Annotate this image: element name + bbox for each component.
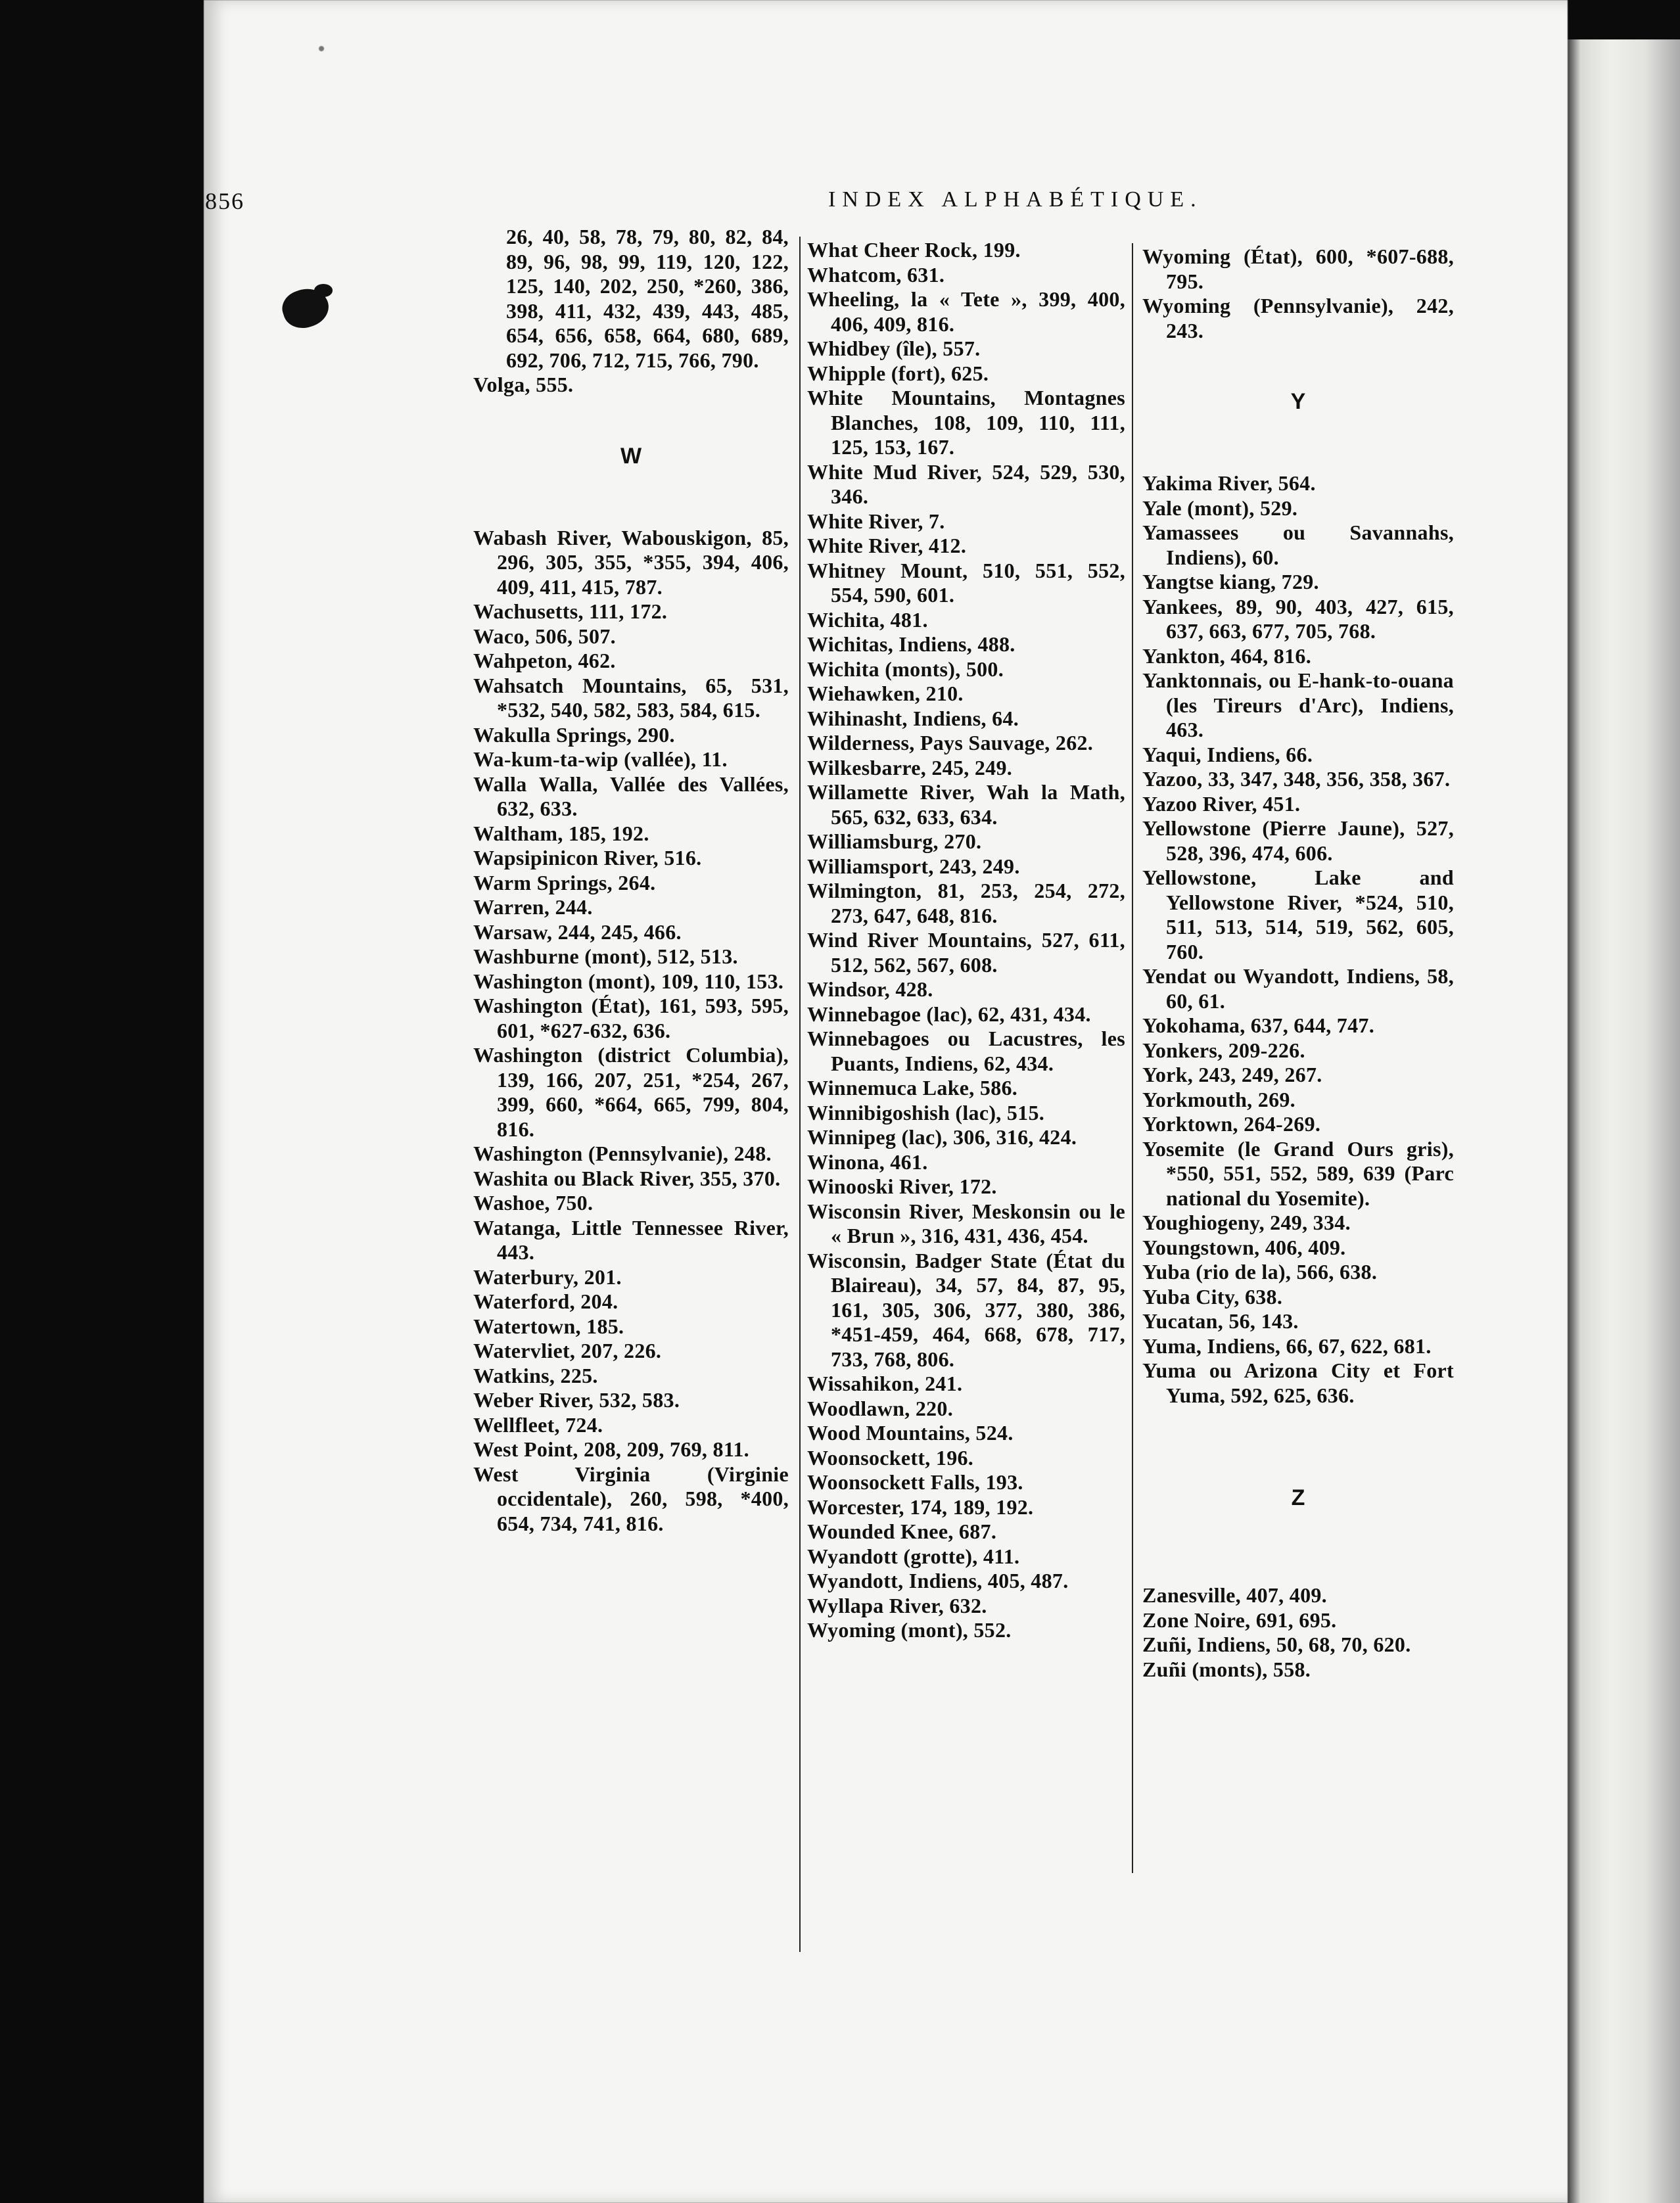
index-entry: Watervliet, 207, 226. <box>473 1339 662 1362</box>
index-entry: Wyoming (Pennsylvanie), 242, 243. <box>1142 294 1454 342</box>
index-entry: Wichitas, Indiens, 488. <box>807 632 1015 656</box>
index-entry: Wichita, 481. <box>807 607 928 632</box>
index-entry: Wapsipinicon River, 516. <box>473 846 702 870</box>
index-entry: Yorktown, 264-269. <box>1142 1112 1321 1136</box>
index-entry: Yuba City, 638. <box>1142 1284 1283 1309</box>
index-entry: Washington (mont), 109, 110, 153. <box>473 969 784 993</box>
index-entry: Winnibigoshish (lac), 515. <box>807 1100 1045 1125</box>
page-number: 856 <box>205 188 245 214</box>
index-entry: Wyandott (grotte), 411. <box>807 1544 1020 1568</box>
index-entry: Wahsatch Mountains, 65, 531, *532, 540, 582, 583, 584, 615. <box>473 673 789 722</box>
index-entry: Wood Mountains, 524. <box>807 1421 1014 1445</box>
index-entry: Wa-kum-ta-wip (vallée), 11. <box>473 747 728 771</box>
index-entry: Wheeling, la « Tete », 399, 400, 406, 409, 816. <box>807 287 1125 336</box>
index-entry: Walla Walla, Vallée des Vallées, 632, 633. <box>473 772 789 820</box>
index-entry: Yuma ou Arizona City et Fort Yuma, 592, 625, 636. <box>1142 1358 1454 1407</box>
index-entry: Washington (Pennsylvanie), 248. <box>473 1142 772 1165</box>
index-entry: Yellowstone (Pierre Jaune), 527, 528, 396, 474, 606. <box>1142 816 1454 865</box>
index-column-2 <box>807 238 1125 1643</box>
index-entry: Wyllapa River, 632. <box>807 1593 987 1617</box>
index-entry: Zuñi (monts), 558. <box>1142 1657 1311 1681</box>
index-entry: Wisconsin River, Meskonsin ou le « Brun », 316, 431, 436, 454. <box>807 1199 1125 1247</box>
index-entry: Wyandott, Indiens, 405, 487. <box>807 1569 1069 1592</box>
index-entry: Yaqui, Indiens, 66. <box>1142 742 1313 766</box>
index-entry: Williamsburg, 270. <box>807 829 982 853</box>
index-entry: Wichita (monts), 500. <box>807 657 1004 681</box>
index-entry: Yucatan, 56, 143. <box>1142 1309 1299 1333</box>
index-entry: Winnebagoe (lac), 62, 431, 434. <box>807 1002 1091 1026</box>
index-entry: Washita ou Black River, 355, 370. <box>473 1166 781 1190</box>
index-entry: Woonsockett, 196. <box>807 1445 974 1470</box>
index-entry: Yendat ou Wyandott, Indiens, 58, 60, 61. <box>1142 964 1454 1013</box>
index-entry: Washburne (mont), 512, 513. <box>473 944 738 968</box>
index-entry: Weber River, 532, 583. <box>473 1388 680 1412</box>
index-entry: Yokohama, 637, 644, 747. <box>1142 1013 1375 1037</box>
index-entry: Yonkers, 209-226. <box>1142 1038 1305 1062</box>
index-entry: Yuba (rio de la), 566, 638. <box>1142 1260 1378 1284</box>
index-entry: White River, 7. <box>807 509 945 533</box>
index-entry: Wilmington, 81, 253, 254, 272, 273, 647, 648, 816. <box>807 879 1125 927</box>
column-divider-2 <box>1132 243 1133 1873</box>
index-entry: Wahpeton, 462. <box>473 649 616 672</box>
index-entry: Watanga, Little Tennessee River, 443. <box>473 1215 789 1264</box>
index-entry: West Virginia (Virginie occidentale), 260, 598, *400, 654, 734, 741, 816. <box>473 1462 789 1535</box>
index-entry: Yangtse kiang, 729. <box>1142 570 1319 593</box>
index-entry: Wabash River, Wabouskigon, 85, 296, 305, 355, *355, 394, 406, 409, 411, 415, 787. <box>473 525 789 599</box>
index-entry: Whatcom, 631. <box>807 262 945 287</box>
index-entry: Wachusetts, 111, 172. <box>473 599 668 623</box>
index-entry: Yazoo, 33, 347, 348, 356, 358, 367. <box>1142 767 1451 791</box>
index-entry: White River, 412. <box>807 534 967 557</box>
index-column-1 <box>473 225 789 1536</box>
index-entry: Watertown, 185. <box>473 1314 624 1338</box>
index-entry: Windsor, 428. <box>807 977 933 1001</box>
index-entry: Williamsport, 243, 249. <box>807 854 1020 878</box>
index-entry: Wind River Mountains, 527, 611, 512, 562, 567, 608. <box>807 928 1125 977</box>
index-entry: Whipple (fort), 625. <box>807 361 989 385</box>
index-entry: Woodlawn, 220. <box>807 1396 954 1420</box>
speck <box>319 46 324 51</box>
index-entry: Winnemuca Lake, 586. <box>807 1076 1018 1100</box>
index-entry: Winnebagoes ou Lacustres, les Puants, Indiens, 62, 434. <box>807 1027 1125 1075</box>
index-entry: Winnipeg (lac), 306, 316, 424. <box>807 1125 1077 1149</box>
index-entry: Waltham, 185, 192. <box>473 821 649 845</box>
index-entry: Youghiogeny, 249, 334. <box>1142 1211 1351 1234</box>
index-entry: Wellfleet, 724. <box>473 1412 603 1437</box>
index-entry: Wounded Knee, 687. <box>807 1519 997 1543</box>
column-divider-1 <box>799 237 801 1952</box>
index-entry: Wyoming (mont), 552. <box>807 1618 1012 1642</box>
ink-blot-small <box>314 284 333 297</box>
index-entry: Waco, 506, 507. <box>473 624 616 648</box>
index-entry: Waterbury, 201. <box>473 1264 622 1289</box>
index-entry: Wilderness, Pays Sauvage, 262. <box>807 731 1094 754</box>
index-entry: Warsaw, 244, 245, 466. <box>473 919 682 944</box>
index-entry: Wissahikon, 241. <box>807 1372 963 1395</box>
index-entry: Winona, 461. <box>807 1149 928 1174</box>
index-entry: Yanktonnais, ou E-hank-to-ouana (les Tireurs d'Arc), Indiens, 463. <box>1142 668 1454 741</box>
index-entry: Yankees, 89, 90, 403, 427, 615, 637, 663, 677, 705, 768. <box>1142 594 1454 643</box>
index-entry: White Mountains, Montagnes Blanches, 108, 109, 110, 111, 125, 153, 167. <box>807 386 1125 459</box>
index-entry: Wisconsin, Badger State (État du Blaireau), 34, 57, 84, 87, 95, 161, 305, 306, 377, 380, 386, *451-459, 464, 668, 678, 717, 733, 768, 806. <box>807 1248 1125 1371</box>
index-entry: Yamassees ou Savannahs, Indiens), 60. <box>1142 521 1454 569</box>
index-entry: Winooski River, 172. <box>807 1174 997 1198</box>
index-entry: Zanesville, 407, 409. <box>1142 1583 1327 1607</box>
section-letter: Z <box>1291 1485 1305 1510</box>
index-entry: Yakima River, 564. <box>1142 471 1316 495</box>
index-entry: Washington (district Columbia), 139, 166, 207, 251, *254, 267, 399, 660, *664, 665, 799, 804, 816. <box>473 1043 789 1141</box>
index-entry: Yorkmouth, 269. <box>1142 1087 1295 1111</box>
index-entry: Warm Springs, 264. <box>473 870 656 894</box>
index-entry: Zone Noire, 691, 695. <box>1142 1608 1337 1632</box>
index-entry: York, 243, 249, 267. <box>1142 1063 1322 1086</box>
index-entry: Yellowstone, Lake and Yellowstone River, *524, 510, 511, 513, 514, 519, 562, 605, 760. <box>1142 866 1454 963</box>
index-entry: Woonsockett Falls, 193. <box>807 1470 1023 1494</box>
index-entry: Yuma, Indiens, 66, 67, 622, 681. <box>1142 1333 1432 1358</box>
index-entry: Wyoming (État), 600, *607-688, 795. <box>1142 244 1454 293</box>
index-entry: What Cheer Rock, 199. <box>807 238 1021 262</box>
index-entry: Whidbey (île), 557. <box>807 336 981 360</box>
index-entry: Youngstown, 406, 409. <box>1142 1235 1346 1259</box>
index-entry: Wiehawken, 210. <box>807 682 964 705</box>
index-entry: Wakulla Springs, 290. <box>473 722 675 747</box>
index-entry: Zuñi, Indiens, 50, 68, 70, 620. <box>1142 1633 1411 1656</box>
index-entry: Whitney Mount, 510, 551, 552, 554, 590, 601. <box>807 558 1125 607</box>
index-column-3 <box>1142 244 1454 1682</box>
section-letter: Y <box>1290 389 1306 414</box>
adjacent-page-edge <box>1564 39 1680 2203</box>
index-entry: 26, 40, 58, 78, 79, 80, 82, 84, 89, 96, 98, 99, 119, 120, 122, 125, 140, 202, 250, *260, 386, 398, 411, 432, 439, 443, 485, 654, 656, 658, 664, 680, 689, 692, 706, 712, 715, 766, 790. <box>506 225 789 372</box>
index-entry: Washington (État), 161, 593, 595, 601, *627-632, 636. <box>473 994 789 1042</box>
index-entry: Washoe, 750. <box>473 1191 594 1215</box>
index-entry: Wilkesbarre, 245, 249. <box>807 755 1013 779</box>
index-entry: Waterford, 204. <box>473 1289 618 1313</box>
index-entry: Volga, 555. <box>473 373 574 396</box>
index-entry: Yazoo River, 451. <box>1142 791 1301 816</box>
index-entry: Willamette River, Wah la Math, 565, 632, 633, 634. <box>807 780 1125 829</box>
index-entry: Yosemite (le Grand Ours gris), *550, 551, 552, 589, 639 (Parc national du Yosemite). <box>1142 1136 1454 1210</box>
index-entry: Watkins, 225. <box>473 1363 598 1387</box>
index-entry: Warren, 244. <box>473 895 593 919</box>
index-entry: Yale (mont), 529. <box>1142 496 1298 520</box>
index-entry: Wihinasht, Indiens, 64. <box>807 706 1019 730</box>
section-letter: W <box>620 443 642 469</box>
index-entry: West Point, 208, 209, 769, 811. <box>473 1437 749 1461</box>
index-entry: White Mud River, 524, 529, 530, 346. <box>807 459 1125 508</box>
index-entry: Worcester, 174, 189, 192. <box>807 1495 1034 1519</box>
index-entry: Yankton, 464, 816. <box>1142 643 1312 668</box>
page-title: INDEX ALPHABÉTIQUE. <box>828 187 1203 212</box>
